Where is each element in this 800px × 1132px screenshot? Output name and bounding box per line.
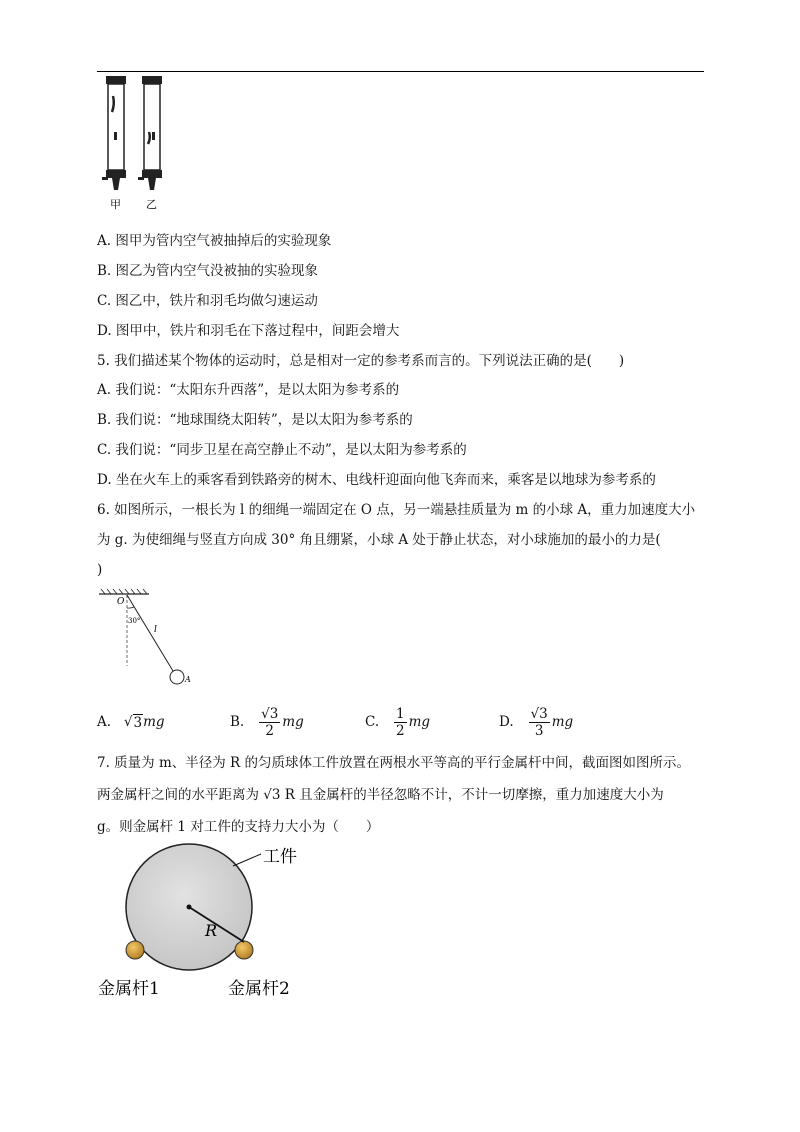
radius-label: R bbox=[205, 921, 218, 940]
fraction-denominator: 2 bbox=[396, 722, 405, 739]
tube-label-right: 乙 bbox=[146, 198, 157, 211]
fraction-numerator: √3 bbox=[530, 705, 548, 722]
q5-stem: 5. 我们描述某个物体的运动时，总是相对一定的参考系而言的。下列说法正确的是( ) bbox=[97, 353, 625, 369]
q5-option-b: B. 我们说：“地球围绕太阳转”，是以太阳为参考系的 bbox=[97, 412, 413, 428]
tube-left bbox=[102, 76, 126, 190]
pendulum-figure bbox=[97, 588, 207, 692]
sqrt-expression: √ 3 bbox=[123, 713, 143, 731]
option-unit: mg bbox=[408, 714, 431, 730]
q6-option-c bbox=[365, 702, 430, 742]
q6-option-d bbox=[499, 702, 573, 742]
rod1-label: 金属杆1 bbox=[98, 979, 160, 999]
fraction-denominator: 2 bbox=[265, 722, 274, 739]
pendulum-point-o: O bbox=[117, 597, 125, 607]
q4-option-d: D. 图甲中，铁片和羽毛在下落过程中，间距会增大 bbox=[97, 323, 400, 339]
option-unit: mg bbox=[282, 714, 304, 730]
tubes-figure bbox=[97, 74, 177, 214]
fraction-numerator: 1 bbox=[396, 705, 405, 722]
q5-option-a: A. 我们说：“太阳东升西落”，是以太阳为参考系的 bbox=[97, 382, 400, 398]
pendulum-ball-label: A bbox=[185, 675, 191, 684]
q5-option-c: C. 我们说：“同步卫星在高空静止不动”，是以太阳为参考系的 bbox=[97, 442, 467, 458]
q4-option-a: A. 图甲为管内空气被抽掉后的实验现象 bbox=[97, 233, 332, 249]
option-label: D. bbox=[499, 714, 514, 730]
tube-right bbox=[138, 76, 162, 190]
q7-stem-line1: 7. 质量为 m、半径为 R 的匀质球体工件放置在两根水平等高的平行金属杆中间，截面图如图所示。 bbox=[97, 755, 691, 771]
option-label: A. bbox=[97, 714, 112, 730]
workpiece-figure bbox=[95, 838, 325, 1004]
option-unit: mg bbox=[551, 714, 574, 730]
q6-stem-line3: ) bbox=[97, 562, 103, 578]
fraction-numerator: √3 bbox=[261, 705, 279, 722]
option-label: B. bbox=[230, 714, 245, 730]
header-rule bbox=[97, 71, 704, 72]
q4-option-b: B. 图乙为管内空气没被抽的实验现象 bbox=[97, 263, 319, 279]
radicand: 3 bbox=[133, 714, 143, 731]
q7-stem-line3: g。则金属杆 1 对工件的支持力大小为（ ） bbox=[97, 819, 380, 835]
radicand: 3 bbox=[269, 705, 279, 722]
q6-stem-line2: 为 g. 为使细绳与竖直方向成 30° 角且绷紧，小球 A 处于静止状态，对小球施加的最小的力是( bbox=[97, 532, 661, 548]
rod2-label: 金属杆2 bbox=[228, 979, 290, 999]
q6-option-b bbox=[230, 702, 304, 742]
fraction bbox=[529, 706, 550, 739]
radicand: 3 bbox=[539, 705, 548, 722]
option-label: C. bbox=[365, 714, 380, 730]
fraction-denominator: 3 bbox=[534, 722, 544, 739]
pendulum-rope-label: l bbox=[154, 625, 157, 635]
q6-option-a bbox=[97, 702, 165, 742]
fraction bbox=[259, 706, 280, 739]
pendulum-angle-label: 30° bbox=[128, 617, 141, 625]
workpiece-label: 工件 bbox=[263, 847, 297, 867]
q5-option-d: D. 坐在火车上的乘客看到铁路旁的树木、电线杆迎面向他飞奔而来，乘客是以地球为参考系的 bbox=[97, 472, 656, 488]
q7-stem-line2: 两金属杆之间的水平距离为 √3 R 且金属杆的半径忽略不计，不计一切摩擦，重力加速度大小为 bbox=[97, 787, 664, 803]
fraction bbox=[394, 706, 407, 739]
q6-stem-line1: 6. 如图所示，一根长为 l 的细绳一端固定在 O 点，另一端悬挂质量为 m 的小球 A，重力加速度大小 bbox=[97, 502, 696, 518]
q4-option-c: C. 图乙中，铁片和羽毛均做匀速运动 bbox=[97, 293, 318, 309]
tube-label-left: 甲 bbox=[110, 198, 121, 211]
option-unit: mg bbox=[143, 714, 165, 730]
q6-options bbox=[97, 702, 717, 742]
